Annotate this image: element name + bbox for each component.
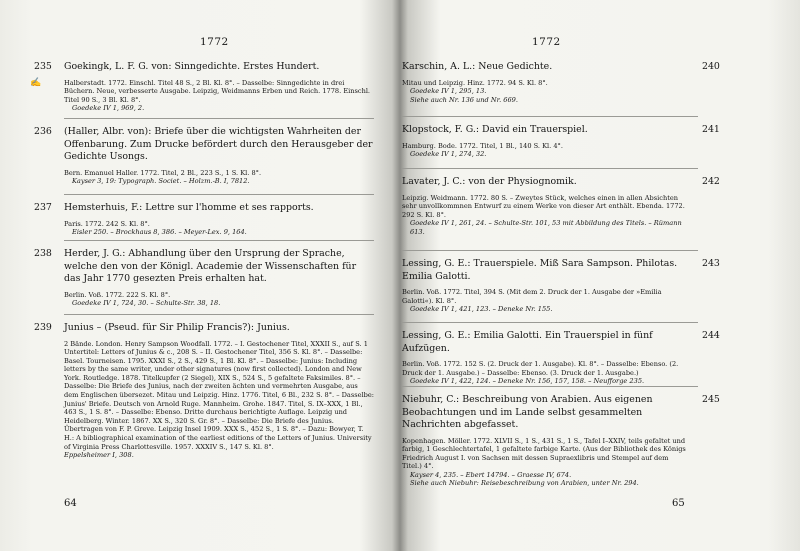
entry-number: 236 [34,126,52,137]
entry-237 [34,202,374,237]
entry-235 [34,61,374,113]
running-head: 1772 [532,36,561,48]
entry-heading: Hemsterhuis, F.: Lettre sur l'homme et ses rapports. [64,202,314,213]
entry-242 [402,176,720,236]
left-page [0,0,398,551]
entry-reference: Siehe auch Niebuhr: Reisebeschreibung von Arabien, unter Nr. 294. [410,479,639,488]
entry-236 [34,126,374,186]
entry-number: 240 [702,61,720,72]
entry-reference: Goedeke IV 1, 421, 123. – Deneke Nr. 155. [410,305,553,314]
entry-reference: Goedeke IV 1, 422, 124. – Deneke Nr. 156, 157, 158. – Neufforge 235. [410,377,645,386]
entry-heading: Junius – (Pseud. für Sir Philip Francis?): Junius. [64,322,290,333]
entry-body: Kopenhagen. Möller. 1772. XLVII S., 1 S., 431 S., 1 S., Tafel I–XXIV, teils gefaltet und farbig, 1 Geschlechtertafel, 1 gefaltete farbige Karte. (Aus der Bibliothek des Königs Friedrich August I. von Sachsen mit dessen Supraexlibris und Stempel auf dem Titel.) 4°. [402,436,686,471]
entry-divider [402,322,698,323]
entry-divider [64,118,374,119]
entry-243 [402,258,720,314]
entry-body: Halberstadt. 1772. Einschl. Titel 48 S., 2 Bl. Kl. 8°. – Dasselbe: Sinngedichte in drei Büchern. Neue, verbesserte Ausgabe. Leipzig, Weidmanns Erben und Reich. 1778. Einschl. Titel 90 S., 3 Bl. Kl. 8°. [64,78,371,104]
entry-reference: Goedeke IV 1, 274, 32. [410,150,487,159]
entry-heading: Klopstock, F. G.: David ein Trauerspiel. [402,124,588,135]
entry-240 [402,61,720,104]
entry-number: 239 [34,322,52,333]
entry-245 [402,394,720,488]
running-head: 1772 [200,36,229,48]
entry-number: 244 [702,330,720,341]
entry-divider [64,314,374,315]
entry-heading: Lessing, G. E.: Trauerspiele. Miß Sara Sampson. Philotas. Emilia Galotti. [402,258,678,282]
entry-number: 235 [34,61,52,72]
entry-body: Leipzig. Weidmann. 1772. 80 S. – Zweytes Stück, welches einen in allen Absichten sehr unvollkommnen Entwurf zu einem Werke von dieser Art enthält. Ebenda. 1772. 292 S. Kl. 8°. [402,193,685,219]
entry-238 [34,248,374,308]
entry-241 [402,124,720,159]
entry-reference: Siehe auch Nr. 136 und Nr. 669. [410,95,518,104]
entry-divider [402,168,698,169]
entry-number: 243 [702,258,720,269]
entry-heading: Goekingk, L. F. G. von: Sinngedichte. Erstes Hundert. [64,61,320,72]
entry-number: 241 [702,124,720,135]
entry-reference: Eppelsheimer I, 308. [64,451,134,460]
entry-reference: Goedeke IV 1, 295, 13. [410,87,487,96]
page-number: 65 [672,498,685,509]
entry-body: Mitau und Leipzig. Hinz. 1772. 94 S. Kl. 8°. [402,78,548,87]
entry-body: Berlin. Voß. 1772. 152 S. (2. Druck der 1. Ausgabe). Kl. 8°. – Dasselbe: Ebenso. (2. Druck der 1. Ausgabe.) – Dasselbe: Ebenso. (3. Druck der 1. Ausgabe.) [402,360,679,377]
entry-244 [402,330,720,386]
entry-body: Berlin. Voß. 1772. 222 S. Kl. 8°. [64,290,171,299]
entry-reference: Kayser 4, 235. – Ebert 14794. – Graesse IV, 674. [410,470,572,479]
page-number: 64 [64,498,77,509]
entry-divider [402,250,698,251]
entry-body: Bern. Emanuel Haller. 1772. Titel, 2 Bl., 223 S., 1 S. Kl. 8°. [64,168,262,177]
entry-heading: Herder, J. G.: Abhandlung über den Ursprung der Sprache, welche den von der Königl. Academie der Wissenschaften für das Jahr 1770 gesezten Preis erhalten hat. [64,248,357,284]
entry-heading: Niebuhr, C.: Beschreibung von Arabien. Aus eigenen Beobachtungen und im Lande selbst gesammelten Nachrichten abgefasset. [402,394,653,430]
entry-divider [402,386,698,387]
entry-divider [64,194,374,195]
entry-body: Hamburg. Bode. 1772. Titel, 1 Bl., 140 S. Kl. 4°. [402,141,563,150]
entry-divider [402,116,698,117]
entry-number: 245 [702,394,720,405]
entry-reference: Kayser 3, 19: Typograph. Societ. – Holzm.-B. I, 7812. [72,177,250,186]
entry-reference: Goedeke IV 1, 261, 24. – Schulte-Str. 101, 53 mit Abbildung des Titels. – Rümann 613. [410,219,682,236]
entry-heading: Lavater, J. C.: von der Physiognomik. [402,176,577,187]
entry-heading: Lessing, G. E.: Emilia Galotti. Ein Trauerspiel in fünf Aufzügen. [402,330,653,354]
entry-reference: Goedeke IV 1, 969, 2. [72,104,145,113]
entry-divider [64,240,374,241]
entry-heading: Karschin, A. L.: Neue Gedichte. [402,61,553,72]
entry-number: 238 [34,248,52,259]
entry-reference: Goedeke IV 1, 724, 30. – Schulte-Str. 38, 18. [72,299,221,308]
entry-body: Paris. 1772. 242 S. Kl. 8°. [64,219,150,228]
hand-annotation-mark: ✍ [30,78,42,88]
entry-reference: Eisler 250. – Brockhaus 8, 386. – Meyer-Lex. 9, 164. [72,228,247,237]
entry-number: 237 [34,202,52,213]
entry-heading: (Haller, Albr. von): Briefe über die wichtigsten Wahrheiten der Offenbarung. Zum Drucke befördert durch den Herausgeber der Gedichte Usongs. [64,126,373,162]
right-page [402,0,800,551]
entry-body: Berlin. Voß. 1772. Titel, 394 S. (Mit dem 2. Druck der 1. Ausgabe der »Emilia Galotti«). Kl. 8°. [402,288,662,305]
entry-body: 2 Bände. London. Henry Sampson Woodfall. 1772. – I. Gestochener Titel, XXXII S., auf S. 1 Untertitel: Letters of Junius & c., 208 S. – II. Gestochener Titel, 356 S. Kl. 8°. – Dasselbe: Basel. Tourneisen. 1795. XXXI S., 2 S., 429 S., 1 Bl. Kl. 8°. – Dasselbe: Junius: Including letters by the same writer, under other signatures (now first collected). London and New York. Routledge. 1878. Titelkupfer (2 Siegel), XIX S., 524 S., 5 gefaltete Faksimiles. 8°. – Dasselbe: Die Briefe des Junius, nach der zweiten ächten und vermehrten Ausgabe, aus dem Englischen übersezet. Mitau und Leipzig. Hinz. 1776. Titel, 6 Bl., 232 S. 8°. – Dasselbe: Junius' Briefe. Deutsch von Arnold Ruge. Mannheim. Grohe. 1847. Titel, S. IX–XXX, 1 Bl., 463 S., 1 S. 8°. – Dasselbe: Ebenso. Dritte durchaus berichtigte Auflage. Leipzig und Heidelberg. Winter. 1867. XX S., 320 S. Gr. 8°. – Dasselbe: Die Briefe des Junius. Übertragen von F. P. Greve. Leipzig Insel 1909. XXX S., 452 S., 1 S. 8°. – Dazu: Bowyer, T. H.: A bibliographical examination of the earliest editions of the Letters of Junius. University of Virginia Press Charlottesville. 1957. XXXIV S., 147 S. Kl. 8°. [64,339,374,451]
entry-number: 242 [702,176,720,187]
entry-239 [34,322,374,460]
